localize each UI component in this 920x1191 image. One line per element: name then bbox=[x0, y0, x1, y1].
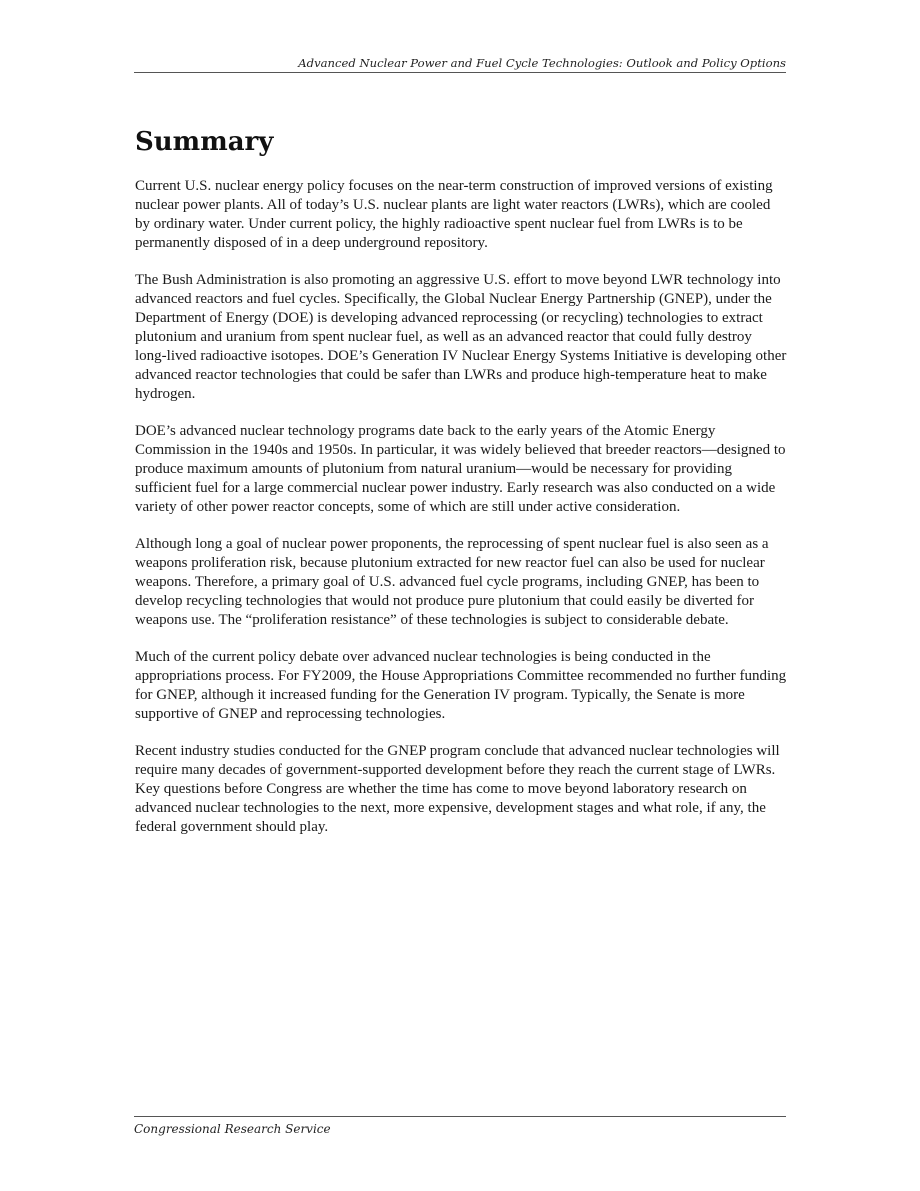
summary-paragraph: Current U.S. nuclear energy policy focuses on the near-term construction of improved versions of existing nuclear power plants. All of today’s U.S. nuclear plants are light water reactors (LWRs), which are cooled by ordinary water. Under current policy, the highly radioactive spent nuclear fuel from LWRs is to be permanently disposed of in a deep underground repository. bbox=[135, 178, 773, 251]
summary-paragraph: Much of the current policy debate over advanced nuclear technologies is being conducted in the appropriations process. For FY2009, the House Appropriations Committee recommended no further funding for GNEP, although it increased funding for the Generation IV program. Typically, the Senate is more supportive of GNEP and reprocessing technologies. bbox=[135, 649, 787, 722]
summary-paragraph: DOE’s advanced nuclear technology programs date back to the early years of the Atomic Energy Commission in the 1940s and 1950s. In particular, it was widely believed that breeder reactors—designed to produce maximum amounts of plutonium from natural uranium—would be necessary for providing sufficient fuel for a large commercial nuclear power industry. Early research was also conducted on a wide variety of other power reactor concepts, some of which are still under active consideration. bbox=[135, 423, 786, 515]
summary-paragraph: Although long a goal of nuclear power proponents, the reprocessing of spent nuclear fuel is also seen as a weapons proliferation risk, because plutonium extracted for new reactor fuel can also be used for nuclear weapons. Therefore, a primary goal of U.S. advanced fuel cycle programs, including GNEP, has been to develop recycling technologies that would not produce pure plutonium that could easily be diverted for weapons use. The “proliferation resistance” of these technologies is subject to considerable debate. bbox=[135, 536, 769, 628]
summary-paragraph: The Bush Administration is also promoting an aggressive U.S. effort to move beyond LWR technology into advanced reactors and fuel cycles. Specifically, the Global Nuclear Energy Partnership (GNEP), under the Department of Energy (DOE) is developing advanced reprocessing (or recycling) technologies to extract plutonium and uranium from spent nuclear fuel, as well as an advanced reactor that could fully destroy long-lived radioactive isotopes. DOE’s Generation IV Nuclear Energy Systems Initiative is developing other advanced reactor technologies that could be safer than LWRs and produce high-temperature heat to make hydrogen. bbox=[135, 272, 787, 402]
summary-body bbox=[135, 177, 787, 855]
page-footer bbox=[134, 1116, 786, 1137]
summary-paragraph: Recent industry studies conducted for the GNEP program conclude that advanced nuclear technologies will require many decades of government-supported development before they reach the current stage of LWRs. Key questions before Congress are whether the time has come to move beyond laboratory research on advanced nuclear technologies to the next, more expensive, development stages and what role, if any, the federal government should play. bbox=[135, 743, 780, 835]
running-header-title: Advanced Nuclear Power and Fuel Cycle Technologies: Outlook and Policy Options bbox=[298, 56, 786, 70]
page-title: Summary bbox=[135, 127, 274, 157]
footer-organization: Congressional Research Service bbox=[134, 1122, 331, 1136]
running-header bbox=[134, 56, 786, 73]
